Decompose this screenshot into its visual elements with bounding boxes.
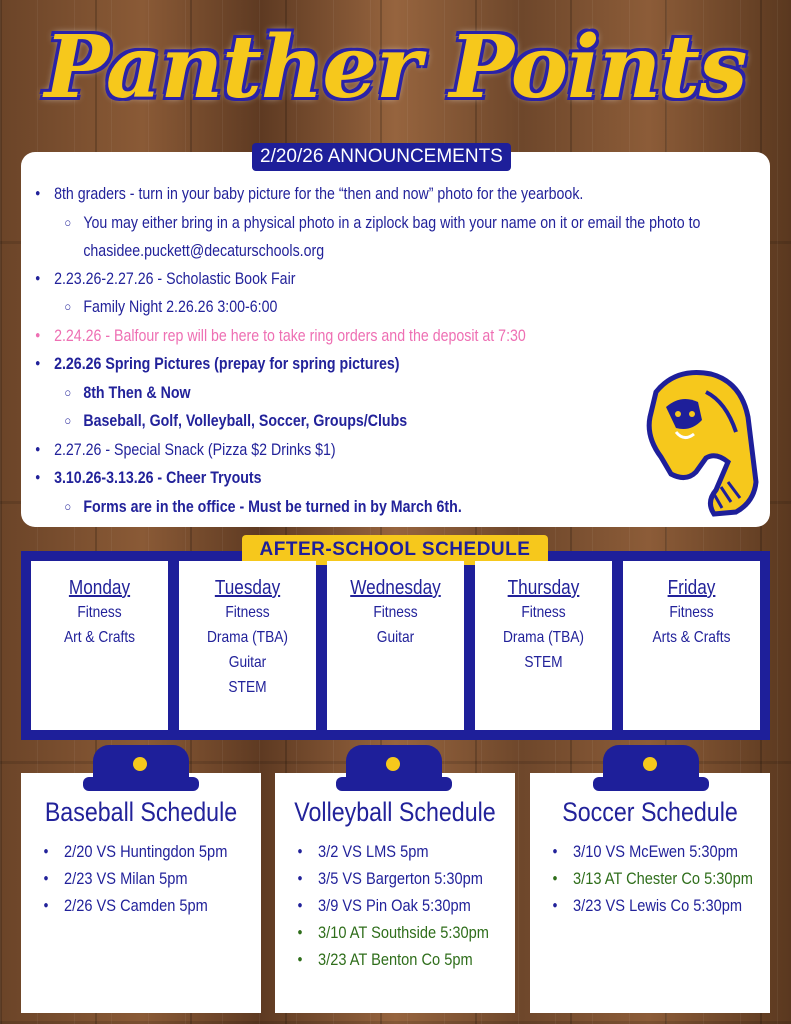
list-item: ● 3/10 AT Southside 5:30pm	[292, 919, 481, 946]
list-item: ● 3/2 VS LMS 5pm	[292, 838, 481, 865]
list-item: ● 2/26 VS Camden 5pm	[38, 892, 227, 919]
list-item: ● 3/10 VS McEwen 5:30pm	[547, 838, 736, 865]
activity: Drama (TBA)	[206, 629, 289, 646]
day-monday	[31, 561, 168, 730]
activity: Guitar	[228, 654, 267, 671]
list-item: ● 3/9 VS Pin Oak 5:30pm	[292, 892, 481, 919]
list-item: ● 2.24.26 - Balfour rep will be here to take ring orders and the deposit at 7:30	[30, 322, 658, 351]
day-name: Thursday	[507, 577, 580, 599]
list-item: ● 8th graders - turn in your baby picture for the “then and now” photo for the yearbook.	[30, 180, 658, 209]
page-title: Panther Points	[44, 17, 747, 118]
list-item: ● 2.26.26 Spring Pictures (prepay for spring pictures)	[30, 350, 658, 379]
activity: Fitness	[521, 604, 566, 621]
list-item: ○ You may either bring in a physical photo in a ziplock bag with your name on it or email the photo to chasidee.puckett@decaturschools.org	[30, 209, 789, 265]
clipboard-tab	[603, 745, 699, 791]
schedule-title: Volleyball Schedule	[294, 797, 496, 827]
activity: STEM	[228, 679, 267, 696]
panther-icon	[636, 362, 761, 522]
clipboard-tab	[93, 745, 189, 791]
list-item: ○ Baseball, Golf, Volleyball, Soccer, Groups/Clubs	[30, 407, 658, 436]
announcements-list	[30, 180, 701, 521]
list-item: ● 2/20 VS Huntingdon 5pm	[38, 838, 227, 865]
soccer-schedule-card	[530, 773, 770, 1013]
activity: Fitness	[77, 604, 122, 621]
list-item: ● 2.23.26-2.27.26 - Scholastic Book Fair	[30, 265, 658, 294]
list-item: ● 3/5 VS Bargerton 5:30pm	[292, 865, 481, 892]
day-thursday	[475, 561, 612, 730]
after-school-header: AFTER-SCHOOL SCHEDULE	[242, 535, 548, 565]
clip-dot	[386, 757, 400, 771]
schedule-title: Soccer Schedule	[562, 797, 738, 827]
game-list	[530, 838, 753, 919]
activity: Arts & Crafts	[652, 629, 731, 646]
list-item: ● 3.10.26-3.13.26 - Cheer Tryouts	[30, 464, 658, 493]
day-name: Wednesday	[350, 577, 441, 599]
volleyball-schedule-card	[275, 773, 515, 1013]
day-friday	[623, 561, 760, 730]
game-list	[21, 838, 227, 919]
activity: Drama (TBA)	[502, 629, 585, 646]
announcements-header: 2/20/26 ANNOUNCEMENTS	[252, 143, 511, 171]
day-wednesday	[327, 561, 464, 730]
clip-dot	[643, 757, 657, 771]
activity: Fitness	[373, 604, 418, 621]
list-item: ● 3/23 AT Benton Co 5pm	[292, 946, 481, 973]
list-item: ● 2/23 VS Milan 5pm	[38, 865, 227, 892]
list-item: ○ Forms are in the office - Must be turned in by March 6th.	[30, 493, 658, 522]
list-item: ● 3/13 AT Chester Co 5:30pm	[547, 865, 736, 892]
day-tuesday	[179, 561, 316, 730]
activity: Fitness	[225, 604, 270, 621]
list-item: ○ 8th Then & Now	[30, 379, 658, 408]
activity: Guitar	[376, 629, 415, 646]
list-item: ● 3/23 VS Lewis Co 5:30pm	[547, 892, 736, 919]
game-list	[275, 838, 489, 973]
activity: STEM	[524, 654, 563, 671]
activity: Art & Crafts	[63, 629, 136, 646]
clipboard-tab	[346, 745, 442, 791]
clip-dot	[133, 757, 147, 771]
day-name: Tuesday	[214, 577, 281, 599]
day-name: Friday	[667, 577, 716, 599]
activity: Fitness	[669, 604, 714, 621]
baseball-schedule-card	[21, 773, 261, 1013]
list-item: ○ Family Night 2.26.26 3:00-6:00	[30, 293, 658, 322]
day-name: Monday	[68, 577, 131, 599]
schedule-title: Baseball Schedule	[44, 797, 238, 827]
list-item: ● 2.27.26 - Special Snack (Pizza $2 Drinks $1)	[30, 436, 658, 465]
